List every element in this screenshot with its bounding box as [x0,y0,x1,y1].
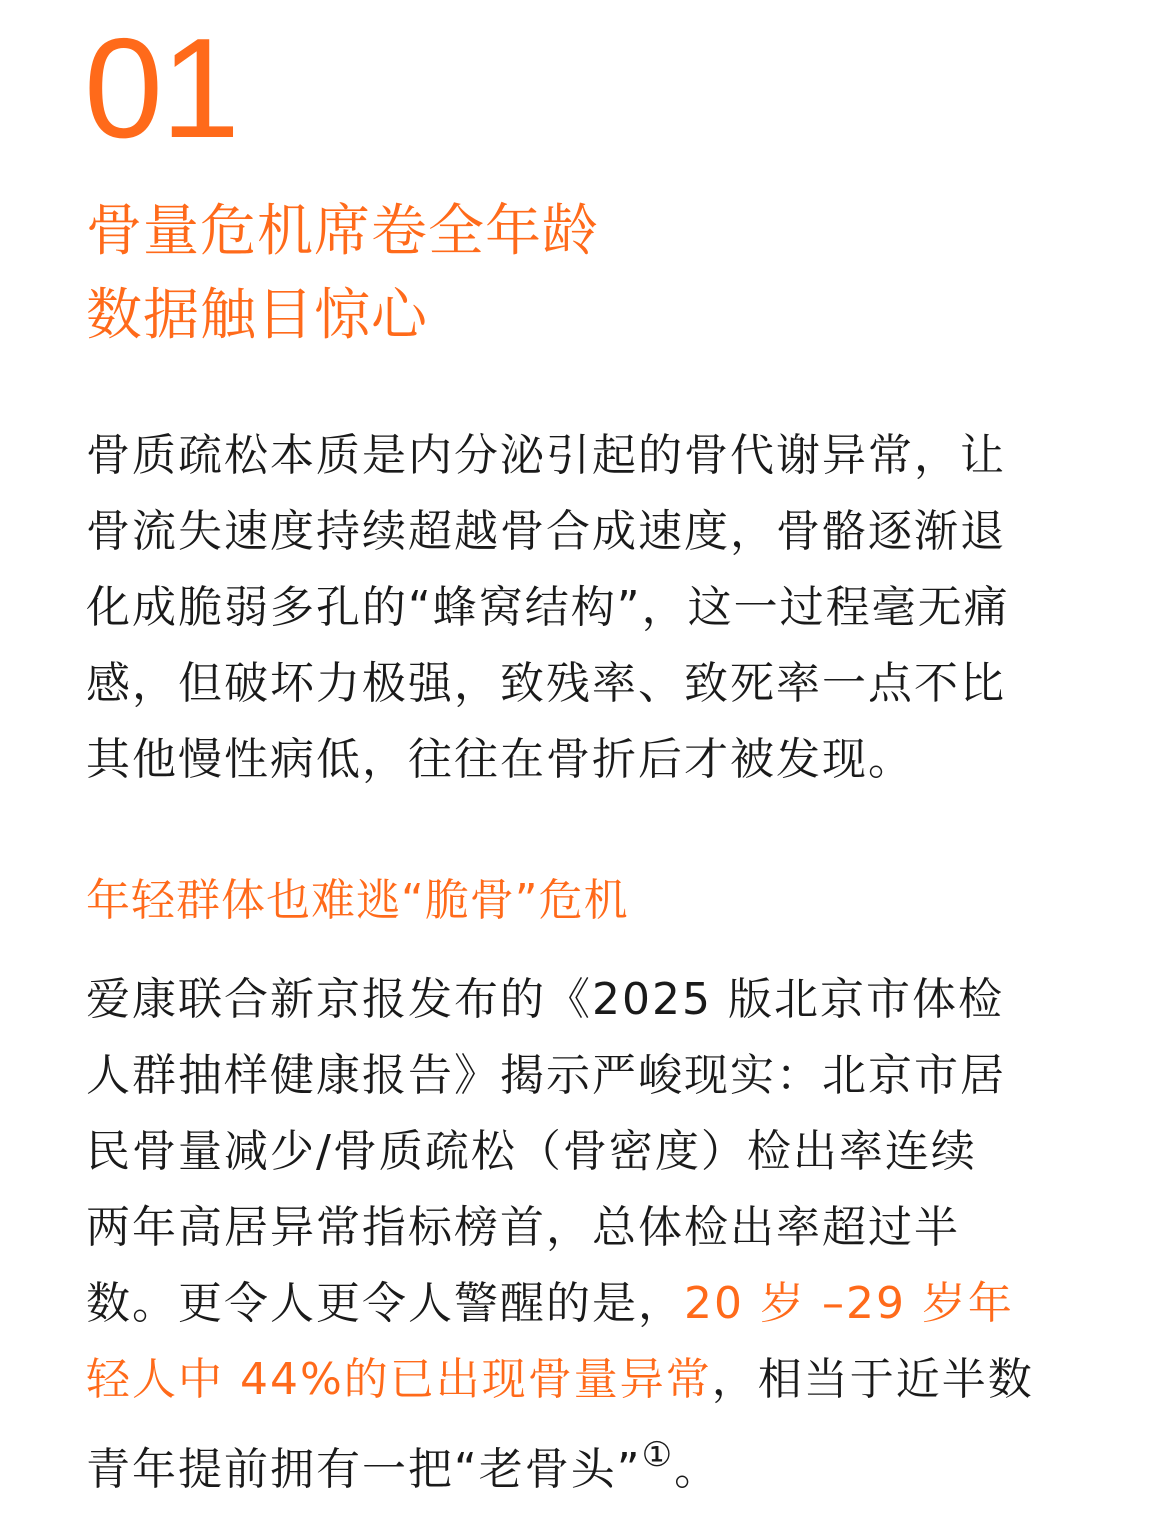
intro-line: 其他慢性病低，往往在骨折后才被发现。 [86,734,914,785]
section-number: 01 [84,9,238,168]
report-line [86,1342,1086,1418]
report-text: 青年提前拥有一把“老骨头” [86,1444,642,1495]
report-line [86,1432,1086,1508]
intro-line: 骨流失速度持续超越骨合成速度，骨骼逐渐退 [86,506,1006,557]
report-line [86,1266,1086,1342]
report-line: 爱康联合新京报发布的《2025 版北京市体检 [86,974,1004,1025]
section-title-line-1: 骨量危机席卷全年龄 [86,199,599,264]
subheading: 年轻群体也难逃“脆骨”危机 [86,875,629,926]
report-text: 。 [674,1444,721,1495]
report-text: 数。更令人更令人警醒的是， [86,1278,684,1329]
intro-line: 感，但破坏力极强，致残率、致死率一点不比 [86,658,1006,709]
report-paragraph [86,962,1086,1508]
section-title [86,190,599,358]
intro-line: 化成脆弱多孔的“蜂窝结构”，这一过程毫无痛 [86,582,1010,633]
report-line: 民骨量减少/骨质疏松（骨密度）检出率连续 [86,1126,977,1177]
intro-line: 骨质疏松本质是内分泌引起的骨代谢异常，让 [86,430,1006,481]
highlight-text: 轻人中 44%的已出现骨量异常 [86,1354,712,1405]
section-title-line-2: 数据触目惊心 [86,283,428,348]
report-line: 两年高居异常指标榜首，总体检出率超过半 [86,1202,960,1253]
report-text: ，相当于近半数 [711,1354,1034,1405]
highlight-text: 20 岁 –29 岁年 [684,1278,1014,1329]
footnote-marker: ① [641,1435,675,1475]
report-line: 人群抽样健康报告》揭示严峻现实：北京市居 [86,1050,1006,1101]
intro-paragraph [86,418,1086,798]
